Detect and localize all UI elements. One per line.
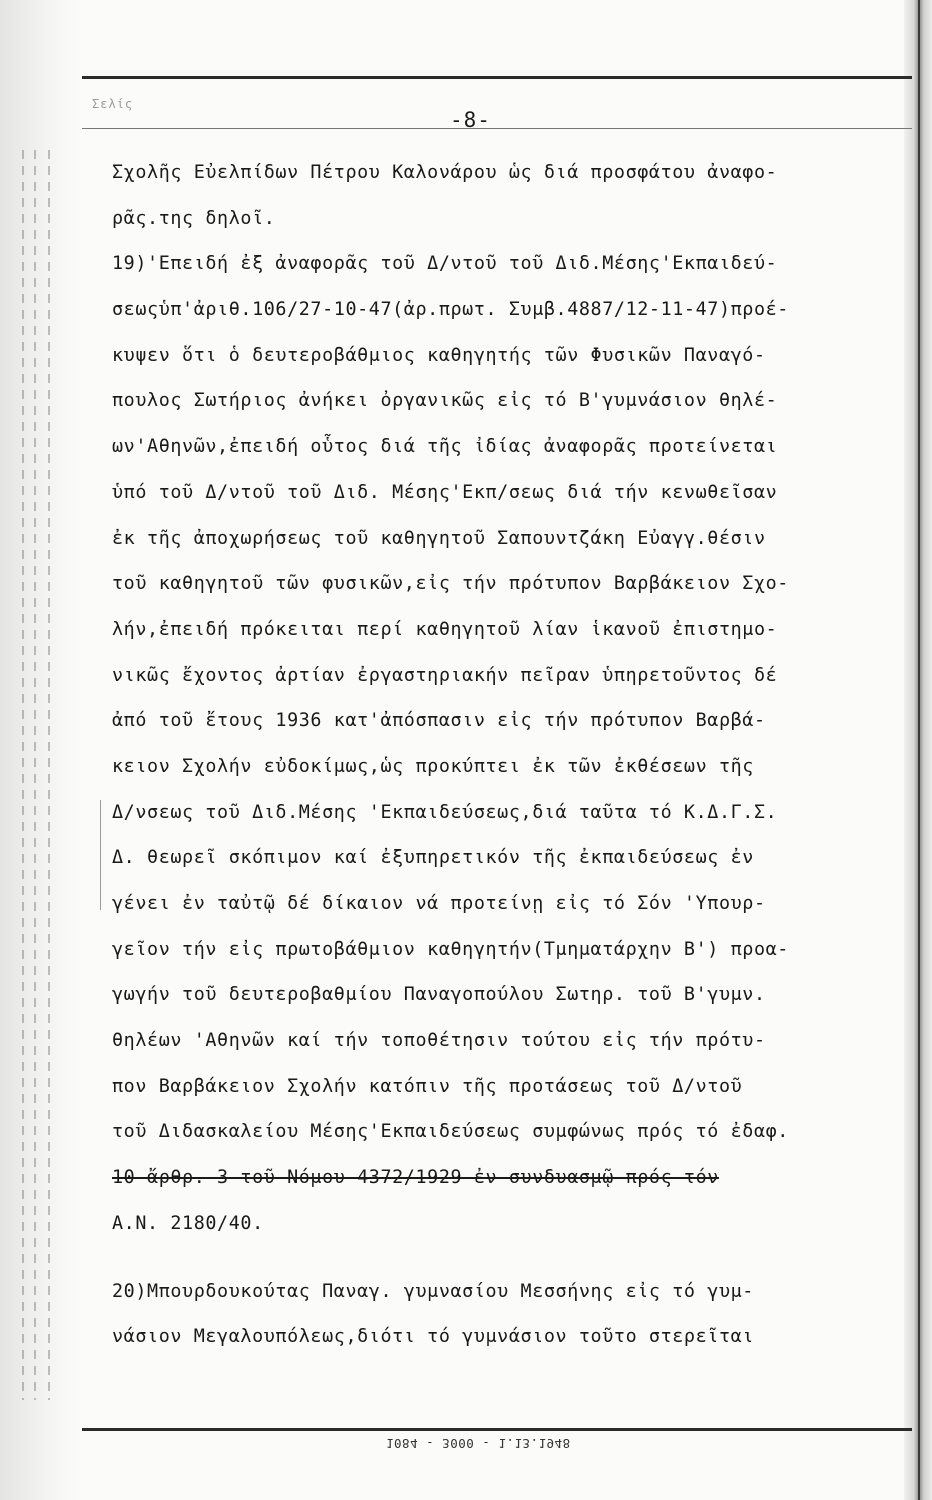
text-line: θηλέων 'Αθηνῶν καί τήν τοποθέτησιν τούτου εἰς τήν πρότυ- — [112, 1030, 766, 1052]
paragraph-gap — [112, 1247, 902, 1269]
bleed-through-line — [34, 150, 36, 1400]
text-line: πον Βαρβάκειον Σχολήν κατόπιν τῆς προτάσεως τοῦ Δ/ντοῦ — [112, 1075, 743, 1097]
text-line: τοῦ καθηγητοῦ τῶν φυσικῶν,εἰς τήν πρότυπον Βαρβάκειον Σχο- — [112, 573, 789, 595]
text-line: Δ. θεωρεῖ σκόπιμον καί ἐξυπηρετικόν τῆς ἐκπαιδεύσεως ἐν — [112, 847, 754, 869]
text-line: κειον Σχολήν εὐδοκίμως,ὡς προκύπτει ἐκ τῶν ἐκθέσεων τῆς — [112, 755, 754, 777]
typed-body-text — [112, 150, 902, 1360]
text-line: ἀπό τοῦ ἔτους 1936 κατ'ἀπόσπασιν εἰς τήν πρότυπον Βαρβά- — [112, 710, 766, 732]
header-ghost-text: Σελίς — [92, 97, 134, 111]
page-number: -8- — [450, 108, 491, 132]
text-line: Δ/νσεως τοῦ Διδ.Μέσης 'Εκπαιδεύσεως,διά ταῦτα τό Κ.Δ.Γ.Σ. — [112, 801, 778, 823]
left-margin — [0, 0, 80, 1500]
text-line: πουλος Σωτήριος ἀνήκει ὀργανικῶς εἰς τό Β'γυμνάσιον θηλέ- — [112, 390, 778, 412]
text-line: Α.Ν. 2180/40. — [112, 1212, 264, 1234]
text-line: ὑπό τοῦ Δ/ντοῦ τοῦ Διδ. Μέσης'Εκπ/σεως διά τήν κενωθεῖσαν — [112, 481, 778, 503]
binding-edge — [904, 0, 932, 1500]
text-line: 20)Μπουρδουκούτας Παναγ. γυμνασίου Μεσσήνης εἰς τό γυμ- — [112, 1280, 754, 1302]
text-line: νικῶς ἔχοντος ἀρτίαν ἐργαστηριακήν πεῖραν ὑπηρετοῦντος δέ — [112, 664, 778, 686]
margin-rule — [100, 800, 101, 910]
text-line: γωγήν τοῦ δευτεροβαθμίου Παναγοπούλου Σωτηρ. τοῦ Β'γυμν. — [112, 984, 766, 1006]
text-line: γένει ἐν ταὐτῷ δέ δίκαιον νά προτείνῃ εἰς τό Σόν 'Υπουρ- — [112, 893, 766, 914]
text-line: ἐκ τῆς ἀποχωρήσεως τοῦ καθηγητοῦ Σαπουντζάκη Εὐαγγ.θέσιν — [112, 527, 766, 549]
top-rule — [82, 76, 912, 79]
text-line: γεῖον τήν εἰς πρωτοβάθμιον καθηγητήν(Τμηματάρχην Β') προα- — [112, 938, 789, 960]
printer-mark: 1084 - 3000 - 1.13.1948 — [386, 1436, 571, 1451]
bleed-through-line — [22, 150, 24, 1400]
text-line: νάσιον Μεγαλουπόλεως,διότι τό γυμνάσιον τοῦτο στερεῖται — [112, 1326, 754, 1348]
bleed-through-line — [48, 150, 50, 1400]
bottom-rule — [82, 1428, 912, 1431]
text-line: 19)'Επειδή ἐξ ἀναφορᾶς τοῦ Δ/ντοῦ τοῦ Διδ.Μέσης'Εκπαιδεύ- — [112, 253, 778, 275]
bleed-through-marks — [18, 150, 58, 1400]
text-line: κυψεν ὅτι ὁ δευτεροβάθμιος καθηγητής τῶν Φυσικῶν Παναγό- — [112, 344, 766, 366]
text-line: σεωςὑπ'ἀριθ.106/27-10-47(ἀρ.πρωτ. Συμβ.4887/12-11-47)προέ- — [112, 299, 789, 321]
text-line: ρᾶς.της δηλοῖ. — [112, 207, 276, 229]
struck-text-line: 10 ἄρθρ. 3 τοῦ Νόμου 4372/1929 ἐν συνδυασμῷ πρός τόν — [112, 1167, 719, 1189]
header-underline — [82, 128, 912, 129]
text-line: τοῦ Διδασκαλείου Μέσης'Εκπαιδεύσεως συμφώνως πρός τό ἐδαφ. — [112, 1121, 789, 1143]
text-line: Σχολῆς Εὐελπίδων Πέτρου Καλονάρου ὡς διά προσφάτου ἀναφο- — [112, 162, 778, 183]
text-line: ων'Αθηνῶν,ἐπειδή οὗτος διά τῆς ἰδίας ἀναφορᾶς προτείνεται — [112, 436, 778, 458]
text-line: λήν,ἐπειδή πρόκειται περί καθηγητοῦ λίαν ἱκανοῦ ἐπιστημο- — [112, 618, 778, 640]
